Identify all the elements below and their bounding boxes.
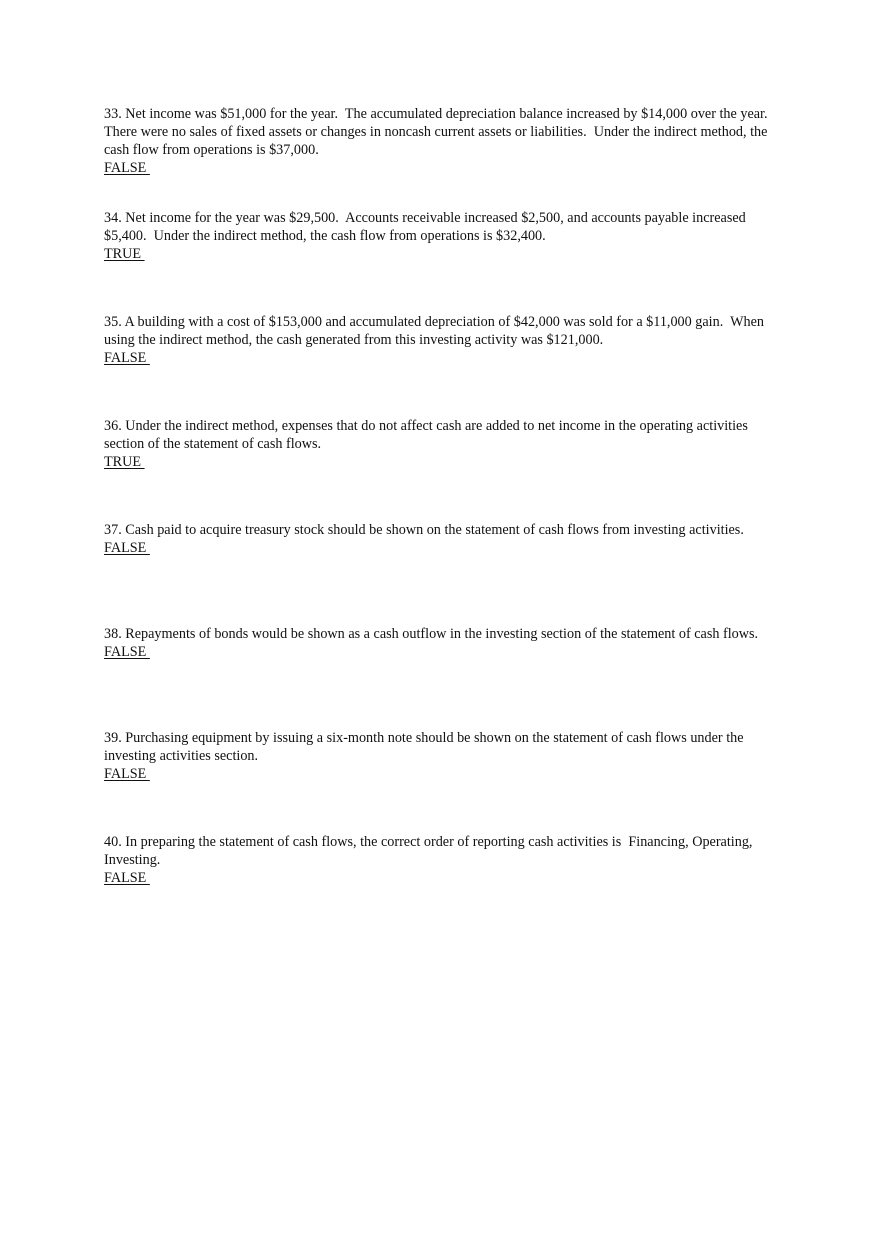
answer-label: FALSE	[104, 766, 150, 782]
question-33	[104, 105, 784, 209]
answer-label: FALSE	[104, 540, 150, 556]
document-page	[104, 105, 784, 937]
question-37	[104, 521, 784, 625]
answer-label: TRUE	[104, 454, 145, 470]
question-text: 39. Purchasing equipment by issuing a six-month note should be shown on the statement of cash flows under the investing activities section.	[104, 730, 748, 764]
answer-label: FALSE	[104, 350, 150, 366]
question-text: 33. Net income was $51,000 for the year. The accumulated depreciation balance increased by $14,000 over the year. There were no sales of fixed assets or changes in noncash current assets or liabilities. Under the indirect method, the cash flow from operations is $37,000.	[104, 106, 775, 158]
question-35	[104, 313, 784, 417]
answer-label: FALSE	[104, 870, 150, 886]
question-text: 38. Repayments of bonds would be shown as a cash outflow in the investing section of the statement of cash flows.	[104, 626, 759, 642]
question-34	[104, 209, 784, 313]
question-38	[104, 625, 784, 729]
question-text: 40. In preparing the statement of cash flows, the correct order of reporting cash activities is Financing, Operating, Investing.	[104, 834, 757, 868]
question-text: 37. Cash paid to acquire treasury stock should be shown on the statement of cash flows from investing activities.	[104, 522, 744, 538]
answer-label: FALSE	[104, 644, 150, 660]
question-text: 36. Under the indirect method, expenses that do not affect cash are added to net income in the operating activities section of the statement of cash flows.	[104, 418, 752, 452]
question-text: 34. Net income for the year was $29,500. Accounts receivable increased $2,500, and accounts payable increased $5,400. Under the indirect method, the cash flow from operations is $32,400.	[104, 210, 750, 244]
answer-label: FALSE	[104, 160, 150, 176]
question-39	[104, 729, 784, 833]
question-text: 35. A building with a cost of $153,000 and accumulated depreciation of $42,000 was sold for a $11,000 gain. When using the indirect method, the cash generated from this investing activity was $121,000.	[104, 314, 768, 348]
question-40	[104, 833, 784, 937]
answer-label: TRUE	[104, 246, 145, 262]
question-36	[104, 417, 784, 521]
